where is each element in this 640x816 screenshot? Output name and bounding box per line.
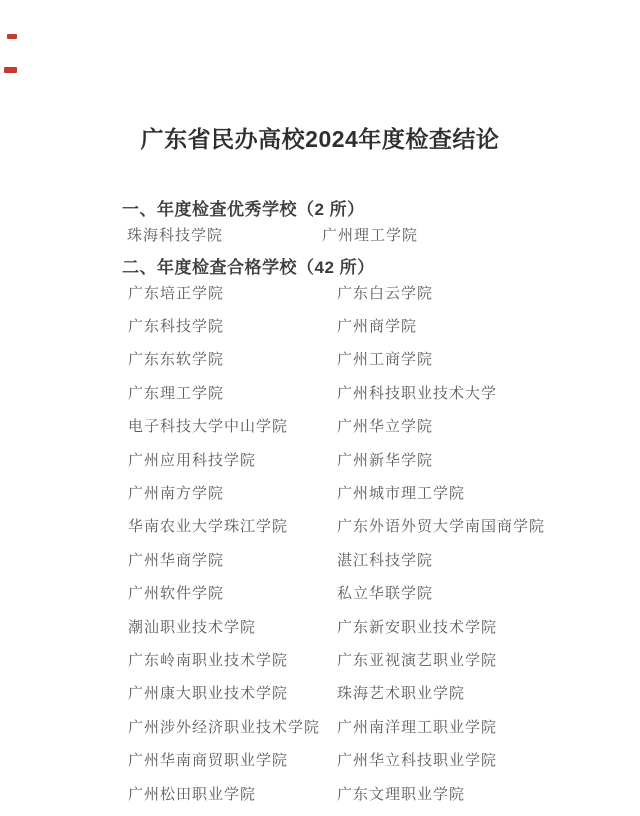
school-name: 珠海艺术职业学院 [337,685,466,703]
section-heading-qualified: 二、年度检查合格学校（42 所） [122,258,375,277]
school-list-qualified [128,276,640,810]
school-name: 广州新华学院 [337,451,434,469]
school-name: 广州松田职业学院 [128,785,257,803]
school-name: 珠海科技学院 [127,227,224,245]
school-name: 广州涉外经济职业技术学院 [128,718,321,736]
school-name: 广东新安职业技术学院 [337,618,498,636]
school-name: 广州华立学院 [337,418,434,436]
school-name: 广州康大职业技术学院 [128,685,289,703]
school-name: 广州软件学院 [128,585,225,603]
school-name: 广州华商学院 [128,551,225,569]
school-row [128,376,640,409]
school-name: 广州工商学院 [337,351,434,369]
school-name: 广州南方学院 [128,485,225,503]
school-list-excellent [127,218,640,251]
school-name: 广州华南商贸职业学院 [128,752,289,770]
school-row [128,643,640,676]
school-row [128,676,640,709]
school-name: 广东理工学院 [128,384,225,402]
school-name: 湛江科技学院 [337,551,434,569]
school-name: 广东外语外贸大学南国商学院 [337,518,546,536]
school-name: 广东亚视演艺职业学院 [337,651,498,669]
school-row [128,276,640,309]
school-name: 广州应用科技学院 [128,451,257,469]
school-row [128,509,640,542]
school-row [127,218,640,251]
school-row [128,543,640,576]
school-name: 潮汕职业技术学院 [128,618,257,636]
red-mark [4,67,17,73]
school-name: 广州南洋理工职业学院 [337,718,498,736]
school-row [128,342,640,375]
school-row [128,710,640,743]
school-row [128,576,640,609]
school-row [128,609,640,642]
school-row [128,442,640,475]
school-name: 广东科技学院 [128,318,225,336]
school-name: 广东文理职业学院 [337,785,466,803]
school-name: 广州城市理工学院 [337,485,466,503]
school-name: 广东东软学院 [128,351,225,369]
school-name: 广州科技职业技术大学 [337,384,498,402]
school-name: 广州理工学院 [322,227,419,245]
school-row [128,776,640,809]
school-row [128,743,640,776]
school-name: 广东培正学院 [128,284,225,302]
red-mark [7,34,17,39]
school-name: 广州华立科技职业学院 [337,752,498,770]
school-row [128,409,640,442]
section-heading-excellent: 一、年度检查优秀学校（2 所） [122,200,365,219]
school-name: 华南农业大学珠江学院 [128,518,289,536]
school-row [128,476,640,509]
school-name: 广州商学院 [337,318,418,336]
school-name: 电子科技大学中山学院 [128,418,289,436]
document-title: 广东省民办高校2024年度检查结论 [140,126,500,152]
school-row [128,309,640,342]
school-name: 广东白云学院 [337,284,434,302]
school-name: 广东岭南职业技术学院 [128,651,289,669]
school-name: 私立华联学院 [337,585,434,603]
